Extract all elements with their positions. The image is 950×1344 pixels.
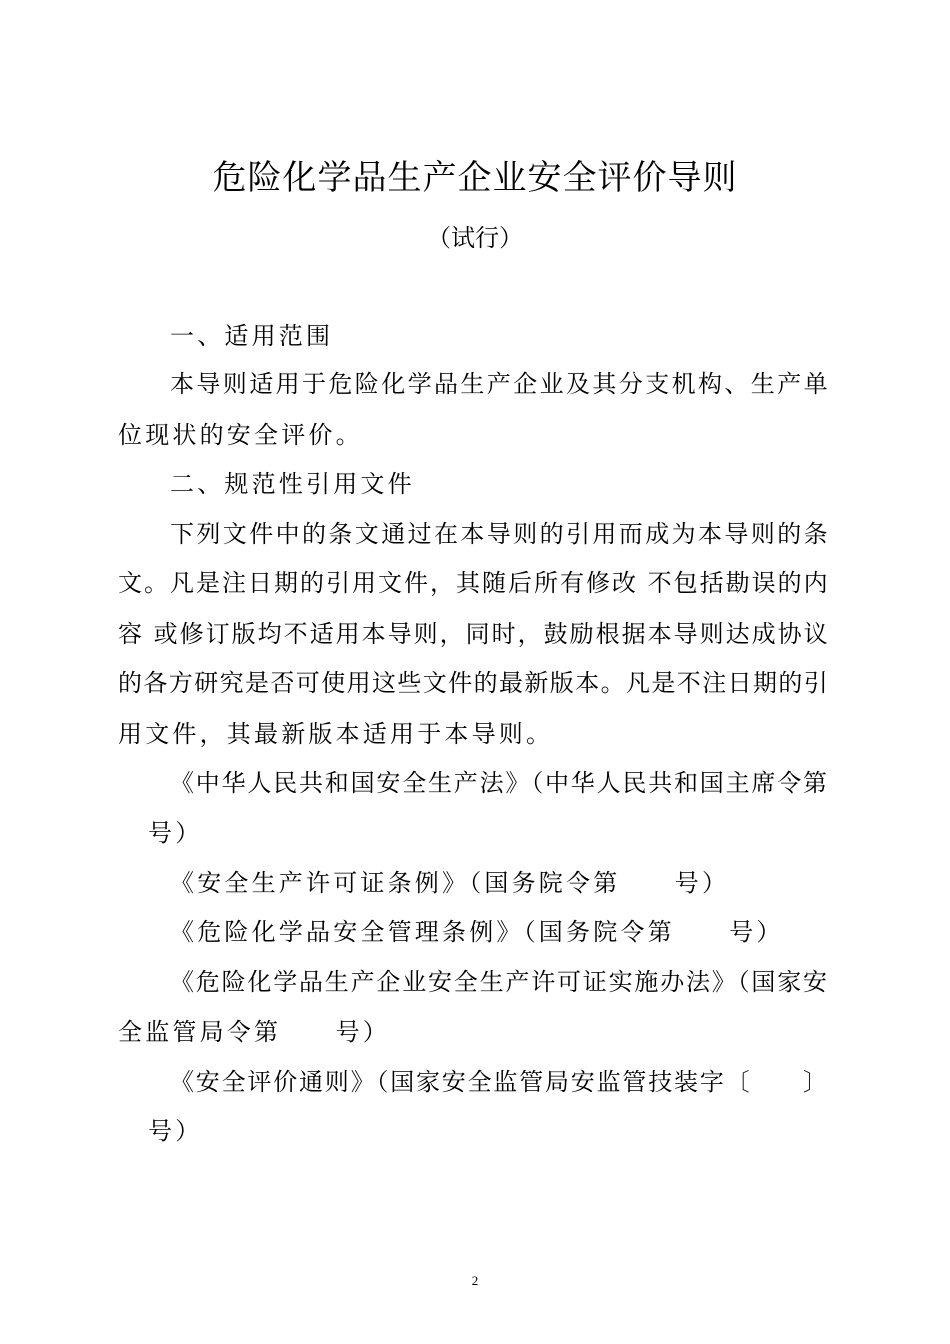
reference-item-4-line-1: 《危险化学品生产企业安全生产许可证实施办法》（国家安 bbox=[170, 968, 829, 996]
document-subtitle: （试行） bbox=[427, 224, 523, 252]
reference-item-3: 《危险化学品安全管理条例》（国务院令第 号） bbox=[170, 918, 784, 946]
references-paragraph-line-1: 下列文件中的条文通过在本导则的引用而成为本导则的条 bbox=[170, 520, 830, 548]
page-number: 2 bbox=[471, 1273, 479, 1288]
reference-item-5-line-1: 《安全评价通则》（国家安全监管局安监管技装字〔 〕 bbox=[170, 1068, 829, 1096]
section-heading-references: 二、规范性引用文件 bbox=[170, 470, 415, 498]
reference-item-1-line-1: 《中华人民共和国安全生产法》（中华人民共和国主席令第 bbox=[170, 769, 829, 797]
references-paragraph-line-4: 的各方研究是否可使用这些文件的最新版本。凡是不注日期的引 bbox=[118, 669, 830, 697]
references-paragraph-line-3: 容 或修订版均不适用本导则，同时，鼓励根据本导则达成协议 bbox=[118, 620, 830, 648]
references-paragraph-line-2: 文。凡是注日期的引用文件，其随后所有修改 不包括勘误的内 bbox=[118, 569, 830, 597]
reference-item-4-line-2: 全监管局令第 号） bbox=[118, 1018, 390, 1046]
reference-item-2: 《安全生产许可证条例》（国务院令第 号） bbox=[170, 869, 730, 897]
document-title: 危险化学品生产企业安全评价导则 bbox=[212, 158, 738, 198]
reference-item-5-line-2: 号） bbox=[148, 1117, 203, 1145]
reference-item-1-line-2: 号） bbox=[148, 819, 203, 847]
section-heading-scope: 一、适用范围 bbox=[170, 322, 334, 350]
scope-paragraph-line-2: 位现状的安全评价。 bbox=[118, 421, 363, 449]
scope-paragraph-line-1: 本导则适用于危险化学品生产企业及其分支机构、生产单 bbox=[170, 370, 830, 398]
references-paragraph-line-5: 用文件，其最新版本适用于本导则。 bbox=[118, 720, 554, 748]
